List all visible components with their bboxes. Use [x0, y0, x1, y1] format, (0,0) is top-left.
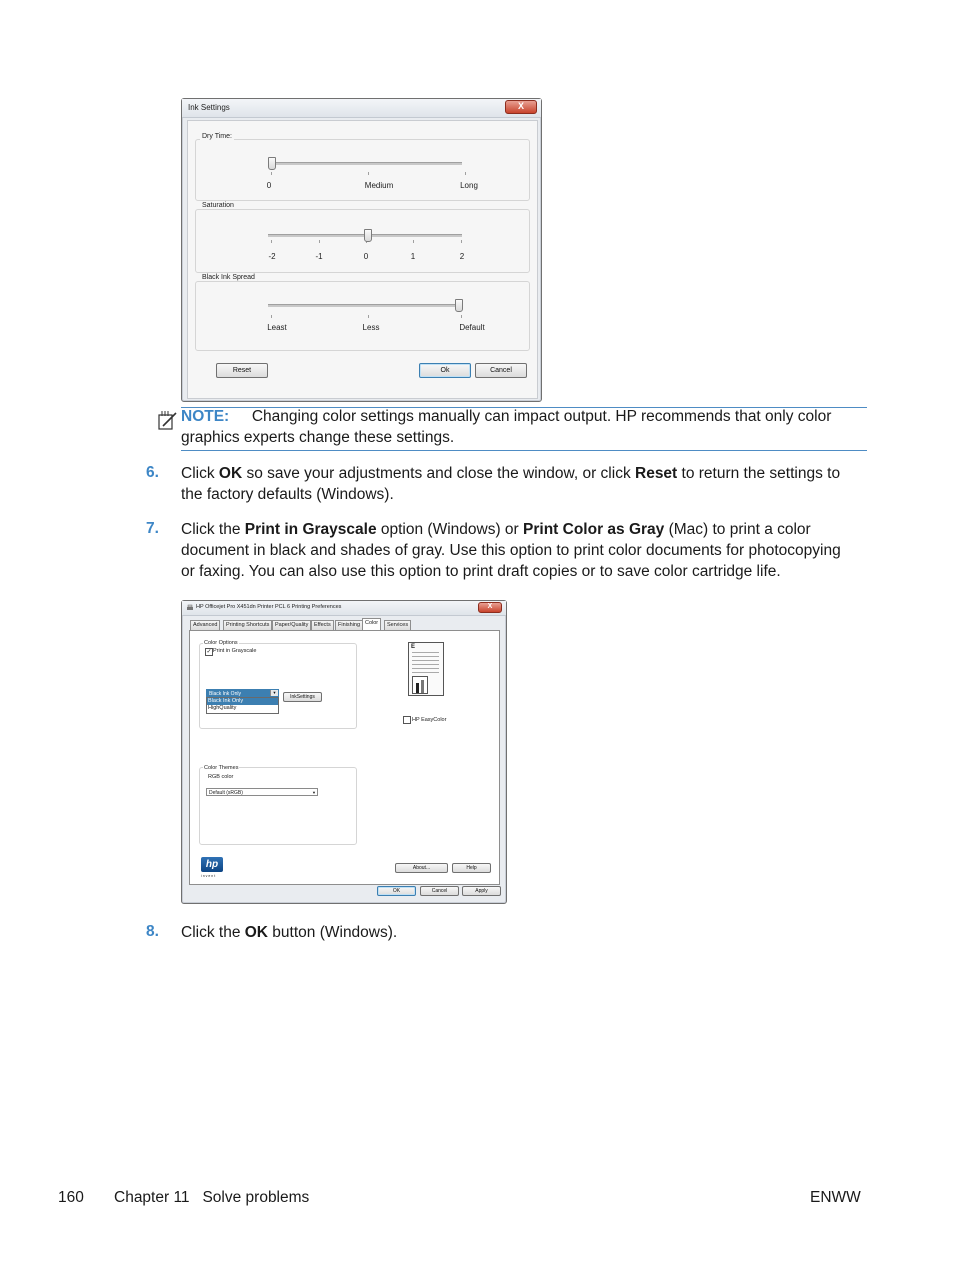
- ink-settings-button[interactable]: InkSettings: [283, 692, 322, 702]
- step-7-line-3: or faxing. You can also use this option to print draft copies or to save color cartridge life.: [181, 563, 781, 580]
- prefs-title: HP Officejet Pro X451dn Printer PCL 6 Printing Preferences: [196, 604, 342, 610]
- step-6-line-1: Click OK so save your adjustments and close the window, or click Reset to return the settings to: [181, 465, 841, 482]
- dry-time-tick-medium: Medium: [364, 181, 394, 190]
- about-button[interactable]: About...: [395, 863, 448, 873]
- dropdown-option-black-ink-only[interactable]: Black Ink Only: [207, 698, 278, 705]
- rgb-color-value: Default (sRGB): [209, 790, 243, 796]
- dropdown-option-highquality[interactable]: HighQuality: [208, 705, 237, 711]
- saturation-group: [195, 209, 530, 273]
- tab-paper-quality[interactable]: Paper/Quality: [272, 620, 311, 630]
- note-bottom-rule: [181, 450, 867, 451]
- reset-button[interactable]: Reset: [216, 363, 268, 378]
- step-8-number: 8.: [146, 923, 159, 940]
- saturation-tick-1: 1: [410, 252, 416, 261]
- black-ink-spread-label: Black Ink Spread: [202, 274, 255, 281]
- tab-finishing[interactable]: Finishing: [335, 620, 363, 630]
- printer-icon: [186, 604, 194, 612]
- saturation-tick-m1: -1: [315, 252, 323, 261]
- printing-preferences-dialog: [181, 600, 507, 904]
- rgb-color-label: RGB color: [208, 774, 234, 780]
- dry-time-group: [195, 139, 530, 201]
- page-preview: E: [408, 642, 444, 696]
- help-button[interactable]: Help: [452, 863, 491, 873]
- ink-mode-combo[interactable]: [206, 689, 279, 697]
- ok-button[interactable]: Ok: [419, 363, 471, 378]
- step-7-number: 7.: [146, 520, 159, 537]
- hp-easycolor-checkbox[interactable]: [403, 716, 411, 724]
- note-line-1: [181, 406, 831, 427]
- step-6-number: 6.: [146, 464, 159, 481]
- note-icon: [157, 409, 179, 431]
- tab-advanced[interactable]: Advanced: [190, 620, 220, 630]
- note-text-1: Changing color settings manually can impact output. HP recommends that only color: [251, 408, 832, 425]
- apply-button[interactable]: Apply: [462, 886, 501, 896]
- prefs-titlebar: [182, 601, 506, 616]
- tab-printing-shortcuts[interactable]: Printing Shortcuts: [223, 620, 272, 630]
- page-number: 160: [58, 1189, 84, 1206]
- saturation-tick-0: 0: [363, 252, 369, 261]
- color-options-group: [199, 643, 357, 729]
- close-icon[interactable]: X: [505, 100, 537, 114]
- grayscale-label: Print in Grayscale: [213, 648, 257, 654]
- ink-mode-dropdown-list: [206, 697, 279, 714]
- footer-enww: ENWW: [810, 1189, 861, 1206]
- black-ink-spread-tick-least: Least: [267, 323, 287, 332]
- cancel-button[interactable]: Cancel: [420, 886, 459, 896]
- hp-invent-text: i n v e n t: [201, 874, 216, 878]
- step-8-line: Click the OK button (Windows).: [181, 924, 398, 941]
- ink-settings-title: Ink Settings: [188, 103, 230, 112]
- ink-mode-combo-value: Black Ink Only: [209, 691, 241, 697]
- black-ink-spread-tick-default: Default: [459, 323, 485, 332]
- black-ink-spread-track: [268, 304, 462, 307]
- note-line-2: graphics experts change these settings.: [181, 429, 455, 446]
- close-icon[interactable]: X: [478, 602, 502, 613]
- black-ink-spread-slider-thumb[interactable]: [455, 299, 463, 312]
- cancel-button[interactable]: Cancel: [475, 363, 527, 378]
- black-ink-spread-tick-less: Less: [362, 323, 380, 332]
- saturation-tick-2: 2: [459, 252, 465, 261]
- hp-logo: [201, 857, 223, 872]
- chapter-title: Chapter 11 Solve problems: [114, 1189, 310, 1206]
- dry-time-track: [268, 162, 462, 165]
- step-7-line-1: Click the Print in Grayscale option (Windows) or Print Color as Gray (Mac) to print a color: [181, 521, 811, 538]
- ink-settings-dialog: [181, 98, 542, 402]
- rgb-color-combo[interactable]: [206, 788, 318, 796]
- ok-button[interactable]: OK: [377, 886, 416, 896]
- dry-time-tick-long: Long: [460, 181, 478, 190]
- color-options-label: Color Options: [204, 640, 238, 646]
- note-label: NOTE:: [181, 408, 230, 425]
- saturation-label: Saturation: [202, 202, 234, 209]
- saturation-slider-thumb[interactable]: [364, 229, 372, 242]
- dry-time-slider-thumb[interactable]: [268, 157, 276, 170]
- tab-effects[interactable]: Effects: [311, 620, 334, 630]
- grayscale-checkbox[interactable]: ✓: [206, 649, 212, 655]
- ink-settings-titlebar: [182, 99, 541, 118]
- dry-time-label: Dry Time:: [202, 133, 232, 140]
- hp-logo-text: hp: [205, 859, 219, 870]
- step-7-line-2: document in black and shades of gray. Use this option to print color documents for photocopying: [181, 542, 841, 559]
- black-ink-spread-group: [195, 281, 530, 351]
- chevron-down-icon[interactable]: ▼: [270, 690, 278, 696]
- step-6-line-2: the factory defaults (Windows).: [181, 486, 394, 503]
- hp-easycolor-label: HP EasyColor: [412, 717, 447, 723]
- color-themes-label: Color Themes: [204, 765, 239, 771]
- chevron-down-icon[interactable]: ▼: [312, 790, 316, 795]
- ink-settings-panel: [187, 120, 538, 399]
- saturation-tick-m2: -2: [268, 252, 276, 261]
- tab-services[interactable]: Services: [384, 620, 411, 630]
- color-tab-panel: [189, 630, 500, 885]
- dry-time-tick-0: 0: [266, 181, 272, 190]
- tab-color[interactable]: Color: [362, 618, 381, 631]
